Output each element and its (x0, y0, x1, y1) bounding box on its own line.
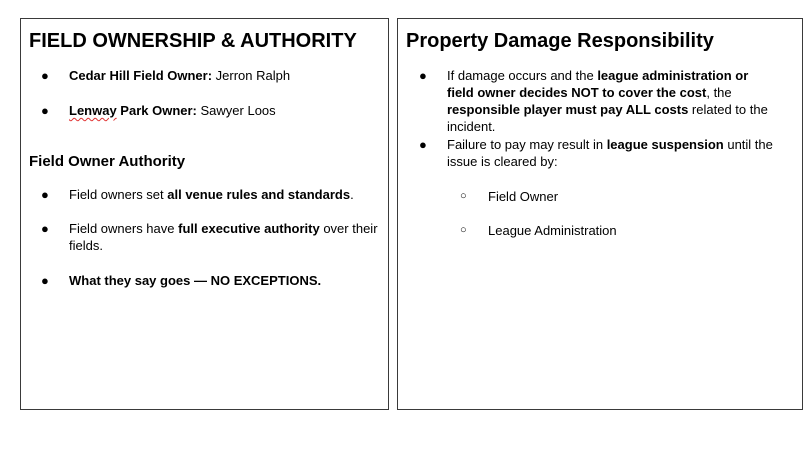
bullet-icon: ● (41, 221, 49, 236)
bullet-icon: ● (41, 103, 49, 118)
cleared-by-item: ○ League Administration (460, 223, 617, 238)
bullet-icon: ● (419, 137, 427, 152)
property-damage-title: Property Damage Responsibility (406, 30, 714, 52)
property-damage-panel (397, 18, 803, 410)
owner-item-lenway-park (41, 102, 379, 119)
damage-responsibility-item: ● If damage occurs and the league administration or field owner decides NOT to cover the cost, the responsible player must pay ALL costs related to the incident. (419, 68, 768, 134)
owner-item-cedar-hill (41, 67, 379, 84)
owner-label: Cedar Hill Field Owner: (69, 68, 213, 83)
authority-item: ● What they say goes — NO EXCEPTIONS. (41, 273, 322, 288)
bullet-icon: ● (41, 68, 49, 83)
field-ownership-panel (20, 18, 389, 410)
field-owner-authority-heading: Field Owner Authority (29, 153, 186, 170)
sub-bullet-icon: ○ (460, 224, 467, 236)
field-ownership-title: FIELD OWNERSHIP & AUTHORITY (29, 30, 357, 52)
bullet-icon: ● (419, 68, 427, 83)
owner-name: Sawyer Loos (200, 103, 276, 118)
owner-name: Jerron Ralph (215, 68, 291, 83)
bullet-icon: ● (41, 187, 49, 202)
sub-bullet-icon: ○ (460, 190, 467, 202)
authority-item: ● Field owners have full executive authority over their fields. (41, 221, 378, 253)
failure-to-pay-item: ● Failure to pay may result in league suspension until the issue is cleared by: (419, 137, 773, 169)
spellcheck-word[interactable]: Lenway (69, 103, 117, 118)
bullet-icon: ● (41, 273, 49, 288)
owner-label: Park Owner: (116, 103, 197, 118)
cleared-by-item: ○ Field Owner (460, 189, 559, 204)
authority-item: ● Field owners set all venue rules and standards. (41, 187, 354, 202)
